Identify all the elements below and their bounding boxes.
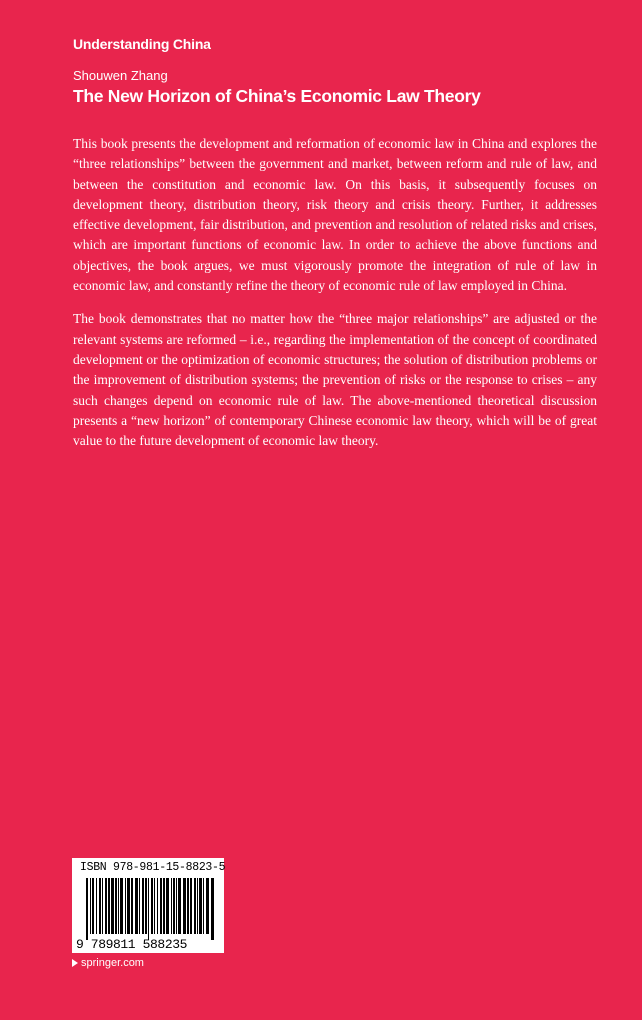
series-name: Understanding China	[73, 36, 211, 52]
barcode-icon	[78, 878, 218, 940]
arrow-right-icon	[72, 959, 78, 967]
blurb-paragraph-2: The book demonstrates that no matter how the “three major relationships” are adjusted or the relevant systems are reformed – i.e., regarding the implementation of the concept of coordinated development or the optimization of economic structures; the solution of distribution problems or the improvement of distribution systems; the prevention of risks or the response to crises – any such changes depend on economic rule of law. The above-mentioned theoretical discussion presents a “new horizon” of contemporary Chinese economic law theory, which will be of great value to the future development of economic law theory.	[73, 311, 597, 449]
publisher-website[interactable]	[72, 957, 144, 969]
blurb	[73, 134, 597, 464]
website-label: springer.com	[81, 957, 144, 969]
ean-digits: 9 789811 588235	[76, 937, 188, 952]
book-title: The New Horizon of China’s Economic Law Theory	[73, 86, 481, 106]
author-name: Shouwen Zhang	[73, 68, 168, 83]
barcode-box	[72, 858, 224, 953]
isbn-label: ISBN 978-981-15-8823-5	[80, 861, 226, 874]
blurb-paragraph-1: This book presents the development and reformation of economic law in China and explores the “three relationships” between the government and market, between reform and rule of law, and between the constitution and economic law. On this basis, it subsequently focuses on development theory, distribution theory, risk theory and crisis theory. Further, it addresses effective development, fair distribution, and prevention and resolution of related risks and crises, which are important functions of economic law. In order to achieve the above functions and objectives, the book argues, we must vigorously promote the integration of rule of law in economic law, and constantly refine the theory of economic rule of law employed in China.	[73, 136, 597, 294]
